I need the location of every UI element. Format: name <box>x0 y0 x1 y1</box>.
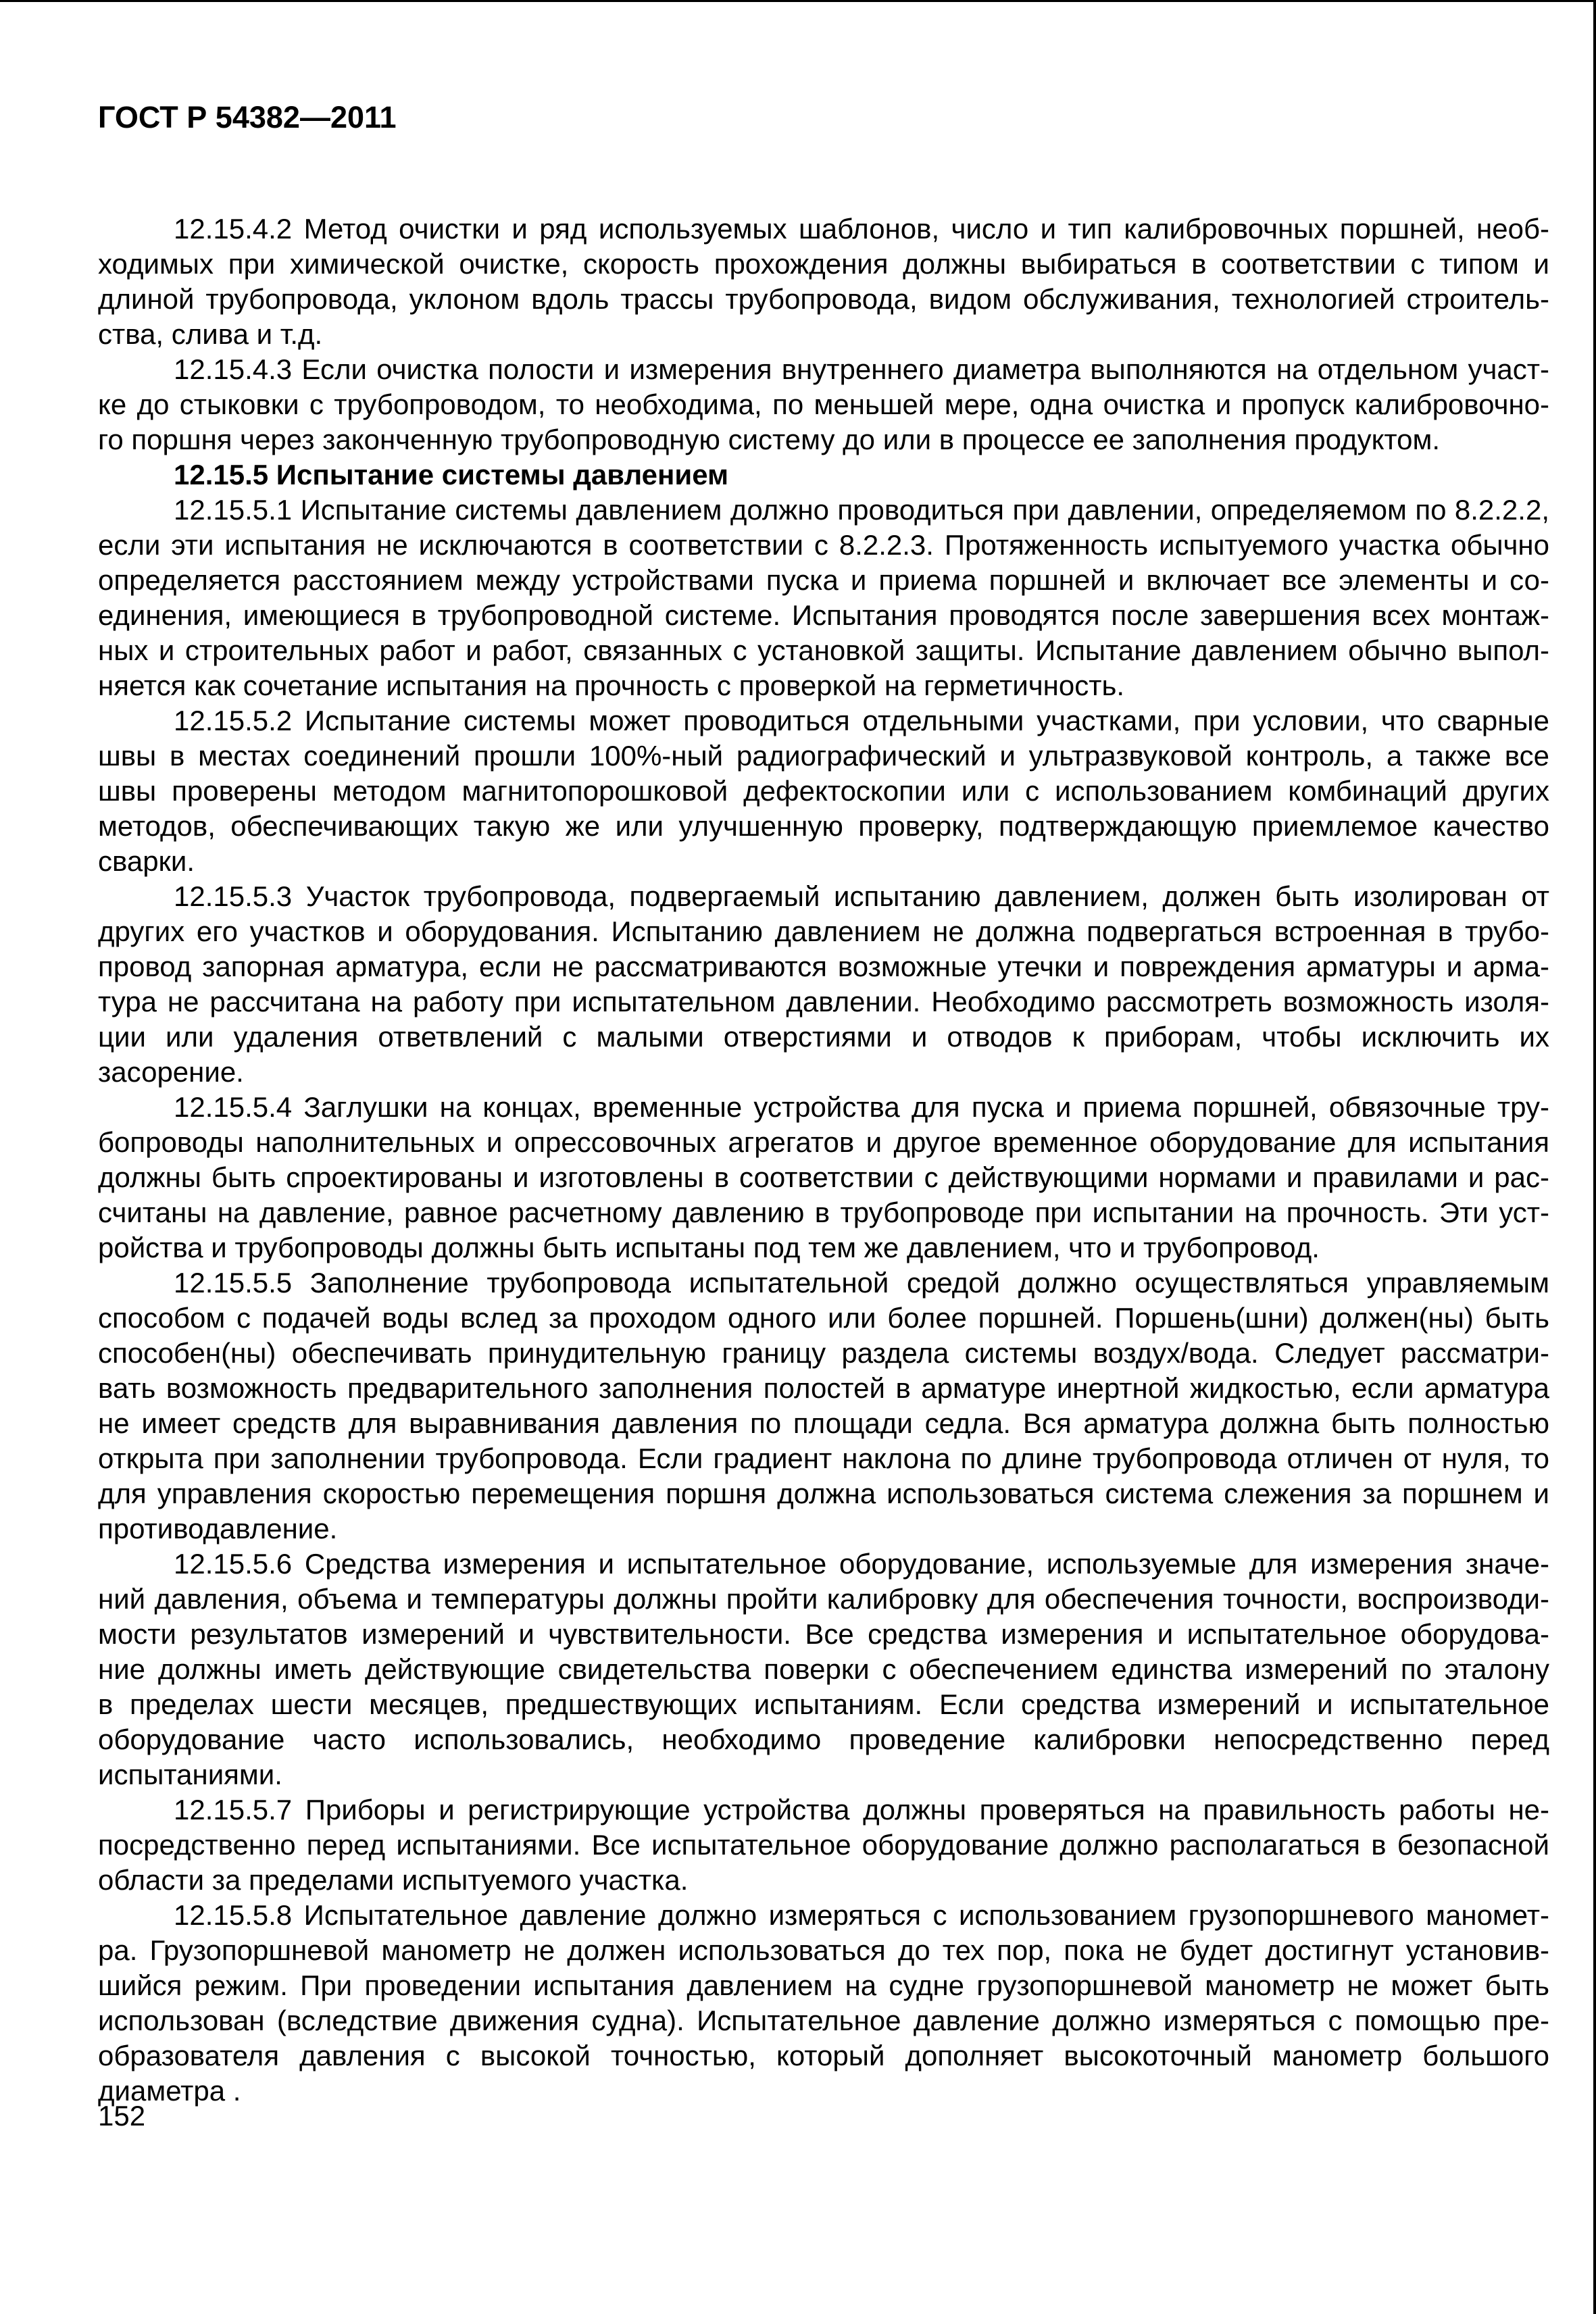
text-line: ра. Грузопоршневой манометр не должен использоваться до тех пор, пока не будет достигнут установив- <box>98 1934 1549 1966</box>
text-line: 12.15.5.3 Участок трубопровода, подвергаемый испытанию давлением, должен быть изолирован от <box>174 880 1549 912</box>
text-line: определяется расстоянием между устройствами пуска и приема поршней и включает все элементы и со- <box>98 564 1549 596</box>
text-line: способом с подачей воды вслед за проходом одного или более поршней. Поршень(шни) должен(ны) быть <box>98 1302 1549 1334</box>
text-line: ке до стыковки с трубопроводом, то необходима, по меньшей мере, одна очистка и пропуск калибровочно- <box>98 388 1549 420</box>
text-line: ние должны иметь действующие свидетельства поверки с обеспечением единства измерений по эталону <box>98 1653 1549 1685</box>
paragraph <box>98 1546 1549 1792</box>
text-line: образователя давления с высокой точностью, который дополняет высокоточный манометр большого <box>98 2040 1549 2071</box>
text-line: бопроводы наполнительных и опрессовочных агрегатов и другое временное оборудование для испытания <box>98 1126 1549 1158</box>
text-line: 12.15.5.1 Испытание системы давлением должно проводиться при давлении, определяемом по 8.2.2.2, <box>174 494 1549 526</box>
text-line: в пределах шести месяцев, предшествующих испытаниям. Если средства измерений и испытательное <box>98 1688 1549 1720</box>
text-line: ства, слива и т.д. <box>98 318 323 350</box>
text-line: открыта при заполнении трубопровода. Если градиент наклона по длине трубопровода отличен от нуля, то <box>98 1442 1549 1474</box>
text-line: оборудование часто использовались, необходимо проведение калибровки непосредственно перед <box>98 1724 1549 1755</box>
text-line: 12.15.4.3 Если очистка полости и измерения внутреннего диаметра выполняются на отдельном участ- <box>174 353 1549 385</box>
page-number: 152 <box>98 2100 146 2132</box>
text-line: швы проверены методом магнитопорошковой дефектоскопии или с использованием комбинаций других <box>98 775 1549 807</box>
document-body <box>98 211 1549 2109</box>
text-line: ходимых при химической очистке, скорость прохождения должны выбираться в соответствии с типом и <box>98 248 1549 280</box>
text-line: диаметра . <box>98 2075 241 2107</box>
text-line: 12.15.4.2 Метод очистки и ряд используемых шаблонов, число и тип калибровочных поршней, необ- <box>174 213 1549 245</box>
paragraph <box>98 703 1549 879</box>
text-line: засорение. <box>98 1056 244 1088</box>
text-line: для управления скоростью перемещения поршня должна использоваться система слежения за поршнем и <box>98 1478 1549 1509</box>
text-line: испытаниями. <box>98 1759 282 1790</box>
text-line: использован (вследствие движения судна). Испытательное давление должно измеряться с помощью пре- <box>98 2005 1549 2036</box>
paragraph <box>98 1792 1549 1898</box>
paragraph <box>98 879 1549 1090</box>
text-line: тура не рассчитана на работу при испытательном давлении. Необходимо рассмотреть возможность изоля- <box>98 986 1549 1017</box>
text-line: длиной трубопровода, уклоном вдоль трассы трубопровода, видом обслуживания, технологией строитель- <box>98 283 1549 315</box>
text-line: способен(ны) обеспечивать принудительную границу раздела системы воздух/вода. Следует рассматри- <box>98 1337 1549 1369</box>
text-line: вать возможность предварительного заполнения полостей в арматуре инертной жидкостью, если арматура <box>98 1372 1549 1404</box>
text-line: области за пределами испытуемого участка. <box>98 1864 689 1896</box>
text-line: провод запорная арматура, если не рассматриваются возможные утечки и повреждения арматуры и арма- <box>98 951 1549 982</box>
text-line: если эти испытания не исключаются в соответствии с 8.2.2.3. Протяженность испытуемого участка обычно <box>98 529 1549 561</box>
section-heading <box>98 457 1549 493</box>
text-line: 12.15.5.5 Заполнение трубопровода испытательной средой должно осуществляться управляемым <box>174 1267 1549 1299</box>
text-line: няется как сочетание испытания на прочность с проверкой на герметичность. <box>98 670 1125 701</box>
text-line: 12.15.5.8 Испытательное давление должно измеряться с использованием грузопоршневого маномет- <box>174 1899 1549 1931</box>
text-line: методов, обеспечивающих такую же или улучшенную проверку, подтверждающую приемлемое качество <box>98 810 1549 842</box>
text-line: должны быть спроектированы и изготовлены в соответствии с действующими нормами и правилами и рас- <box>98 1161 1549 1193</box>
text-line: не имеет средств для выравнивания давления по площади седла. Вся арматура должна быть полностью <box>98 1407 1549 1439</box>
text-line: мости результатов измерений и чувствительности. Все средства измерения и испытательное оборудова- <box>98 1618 1549 1650</box>
text-line: 12.15.5.7 Приборы и регистрирующие устройства должны проверяться на правильность работы не- <box>174 1794 1549 1826</box>
paragraph <box>98 211 1549 352</box>
text-line: других его участков и оборудования. Испытанию давлением не должна подвергаться встроенная в трубо- <box>98 915 1549 947</box>
text-line: противодавление. <box>98 1513 338 1544</box>
text-line: го поршня через законченную трубопроводную систему до или в процессе ее заполнения продуктом. <box>98 424 1441 455</box>
text-line: сварки. <box>98 845 195 877</box>
text-line: ний давления, объема и температуры должны пройти калибровку для обеспечения точности, воспроизводи- <box>98 1583 1549 1615</box>
paragraph <box>98 352 1549 457</box>
text-line: шийся режим. При проведении испытания давлением на судне грузопоршневой манометр не может быть <box>98 1969 1549 2001</box>
text-line: ных и строительных работ и работ, связанных с установкой защиты. Испытание давлением обычно выпол- <box>98 634 1549 666</box>
paragraph <box>98 493 1549 703</box>
text-line: 12.15.5 Испытание системы давлением <box>174 459 729 491</box>
text-line: 12.15.5.2 Испытание системы может проводиться отдельными участками, при условии, что сварные <box>174 705 1549 736</box>
paragraph <box>98 1898 1549 2109</box>
text-line: посредственно перед испытаниями. Все испытательное оборудование должно располагаться в безопасной <box>98 1829 1549 1861</box>
scan-edge-right <box>1593 0 1596 2314</box>
paragraph <box>98 1090 1549 1265</box>
text-line: 12.15.5.4 Заглушки на концах, временные устройства для пуска и приема поршней, обвязочные тру- <box>174 1091 1549 1123</box>
paragraph <box>98 1265 1549 1546</box>
text-line: считаны на давление, равное расчетному давлению в трубопроводе при испытании на прочность. Эти уст- <box>98 1197 1549 1228</box>
document-title: ГОСТ Р 54382—2011 <box>98 100 397 134</box>
text-line: единения, имеющиеся в трубопроводной системе. Испытания проводятся после завершения всех монтаж- <box>98 599 1549 631</box>
text-line: ройства и трубопроводы должны быть испытаны под тем же давлением, что и трубопровод. <box>98 1232 1320 1263</box>
scan-edge-top <box>0 0 1596 2</box>
text-line: ции или удаления ответвлений с малыми отверстиями и отводов к приборам, чтобы исключить их <box>98 1021 1549 1053</box>
text-line: швы в местах соединений прошли 100%-ный радиографический и ультразвуковой контроль, а также все <box>98 740 1549 772</box>
text-line: 12.15.5.6 Средства измерения и испытательное оборудование, используемые для измерения значе- <box>174 1548 1549 1580</box>
